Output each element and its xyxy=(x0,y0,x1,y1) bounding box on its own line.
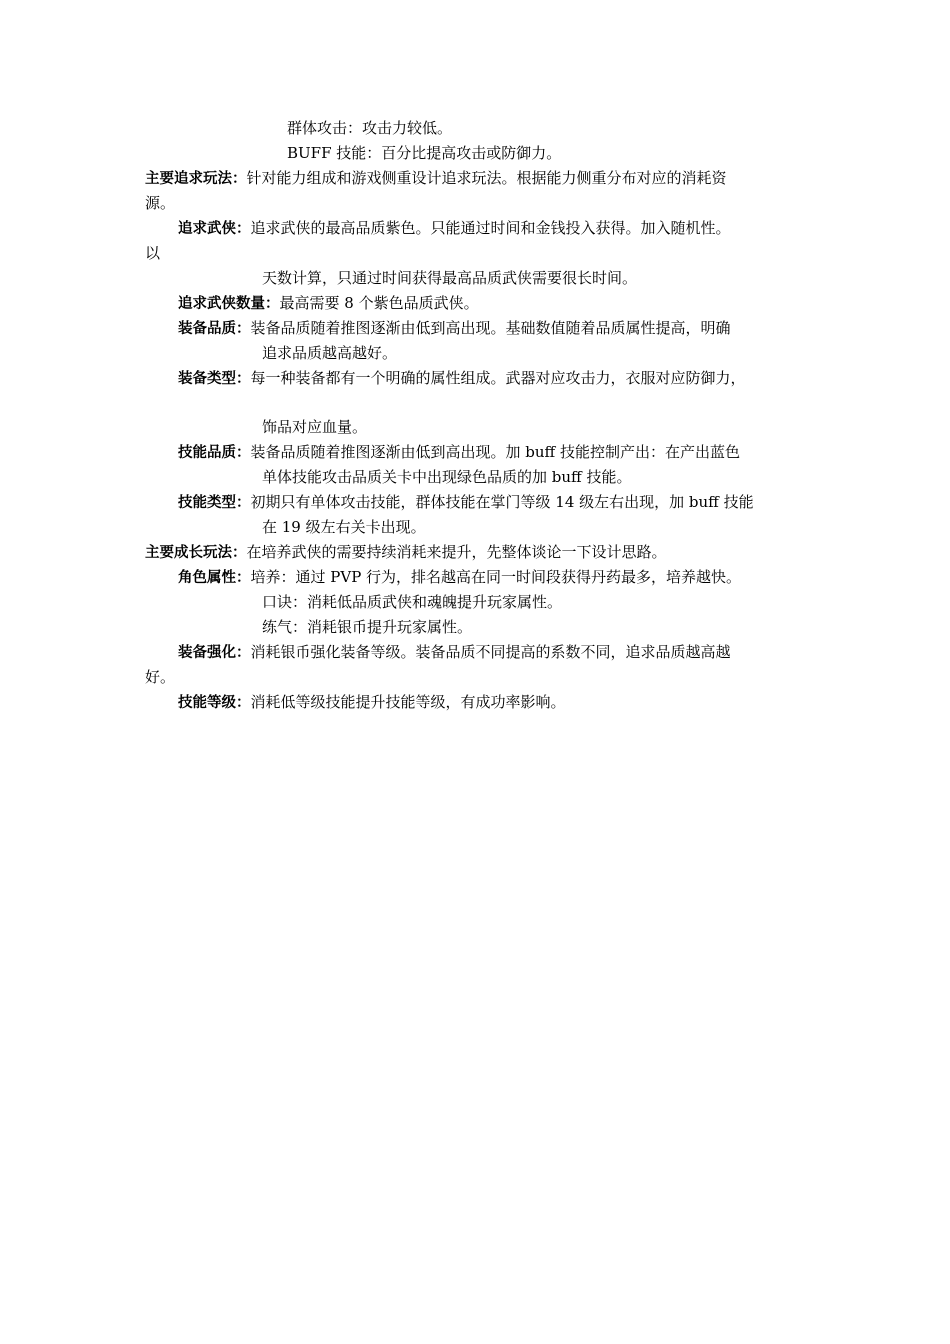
text-line xyxy=(262,467,631,487)
text-line xyxy=(178,293,479,314)
text-line xyxy=(178,318,731,339)
line-text: 每一种装备都有一个明确的属性组成。武器对应攻击力，衣服对应防御力， xyxy=(250,369,746,387)
text-line xyxy=(178,642,731,663)
item-label: 装备强化： xyxy=(178,645,251,661)
item-label: 追求武侠： xyxy=(178,221,251,237)
line-text: 最高需要 8 个紫色品质武侠。 xyxy=(279,294,479,312)
item-label: 追求武侠数量： xyxy=(178,296,280,312)
line-text: 单体技能攻击品质关卡中出现绿色品质的加 buff 技能。 xyxy=(262,468,632,486)
line-text: 追求品质越高越好。 xyxy=(262,344,398,362)
text-line xyxy=(178,492,754,513)
text-line xyxy=(145,542,667,563)
text-line xyxy=(262,343,397,363)
line-text: 饰品对应血量。 xyxy=(262,418,368,436)
text-line xyxy=(287,118,452,138)
line-text: 群体攻击：攻击力较低。 xyxy=(287,119,453,137)
text-line xyxy=(262,592,562,612)
text-line xyxy=(145,243,160,263)
text-line xyxy=(178,218,731,239)
item-label: 技能品质： xyxy=(178,445,251,461)
line-text: 练气：消耗银币提升玩家属性。 xyxy=(262,618,473,636)
text-line xyxy=(178,692,566,713)
text-line xyxy=(145,193,175,213)
item-label: 技能等级： xyxy=(178,695,251,711)
text-line xyxy=(262,268,637,288)
text-line xyxy=(287,143,561,163)
line-text: BUFF 技能：百分比提高攻击或防御力。 xyxy=(287,144,562,162)
line-text: 消耗银币强化装备等级。装备品质不同提高的系数不同，追求品质越高越 xyxy=(250,643,731,661)
text-line xyxy=(262,517,426,537)
item-label: 技能类型： xyxy=(178,495,251,511)
line-text: 好。 xyxy=(145,668,176,686)
text-line xyxy=(262,417,367,437)
text-line xyxy=(145,667,175,687)
line-text: 口诀：消耗低品质武侠和魂魄提升玩家属性。 xyxy=(262,593,563,611)
text-line xyxy=(145,168,727,189)
line-text: 追求武侠的最高品质紫色。只能通过时间和金钱投入获得。加入随机性。 xyxy=(250,219,731,237)
text-line xyxy=(178,368,746,389)
line-text: 初期只有单体攻击技能，群体技能在掌门等级 14 级左右出现，加 buff 技能 xyxy=(250,493,754,511)
text-line xyxy=(262,617,472,637)
line-text: 消耗低等级技能提升技能等级，有成功率影响。 xyxy=(250,693,566,711)
line-text: 培养：通过 PVP 行为，排名越高在同一时间段获得丹药最多，培养越快。 xyxy=(250,568,742,586)
item-label: 角色属性： xyxy=(178,570,251,586)
line-text: 装备品质随着推图逐渐由低到高出现。加 buff 技能控制产出：在产出蓝色 xyxy=(250,443,740,461)
item-label: 装备品质： xyxy=(178,321,251,337)
text-line xyxy=(178,442,740,463)
line-text: 装备品质随着推图逐渐由低到高出现。基础数值随着品质属性提高，明确 xyxy=(250,319,731,337)
line-text: 源。 xyxy=(145,194,176,212)
line-text: 以 xyxy=(145,244,161,262)
item-label: 装备类型： xyxy=(178,371,251,387)
line-text: 在 19 级左右关卡出现。 xyxy=(262,518,426,536)
section-label: 主要成长玩法： xyxy=(145,545,247,561)
section-label: 主要追求玩法： xyxy=(145,171,247,187)
text-line xyxy=(178,567,741,588)
line-text: 针对能力组成和游戏侧重设计追求玩法。根据能力侧重分布对应的消耗资 xyxy=(246,169,727,187)
line-text: 在培养武侠的需要持续消耗来提升，先整体谈论一下设计思路。 xyxy=(246,543,667,561)
line-text: 天数计算，只通过时间获得最高品质武侠需要很长时间。 xyxy=(262,269,638,287)
